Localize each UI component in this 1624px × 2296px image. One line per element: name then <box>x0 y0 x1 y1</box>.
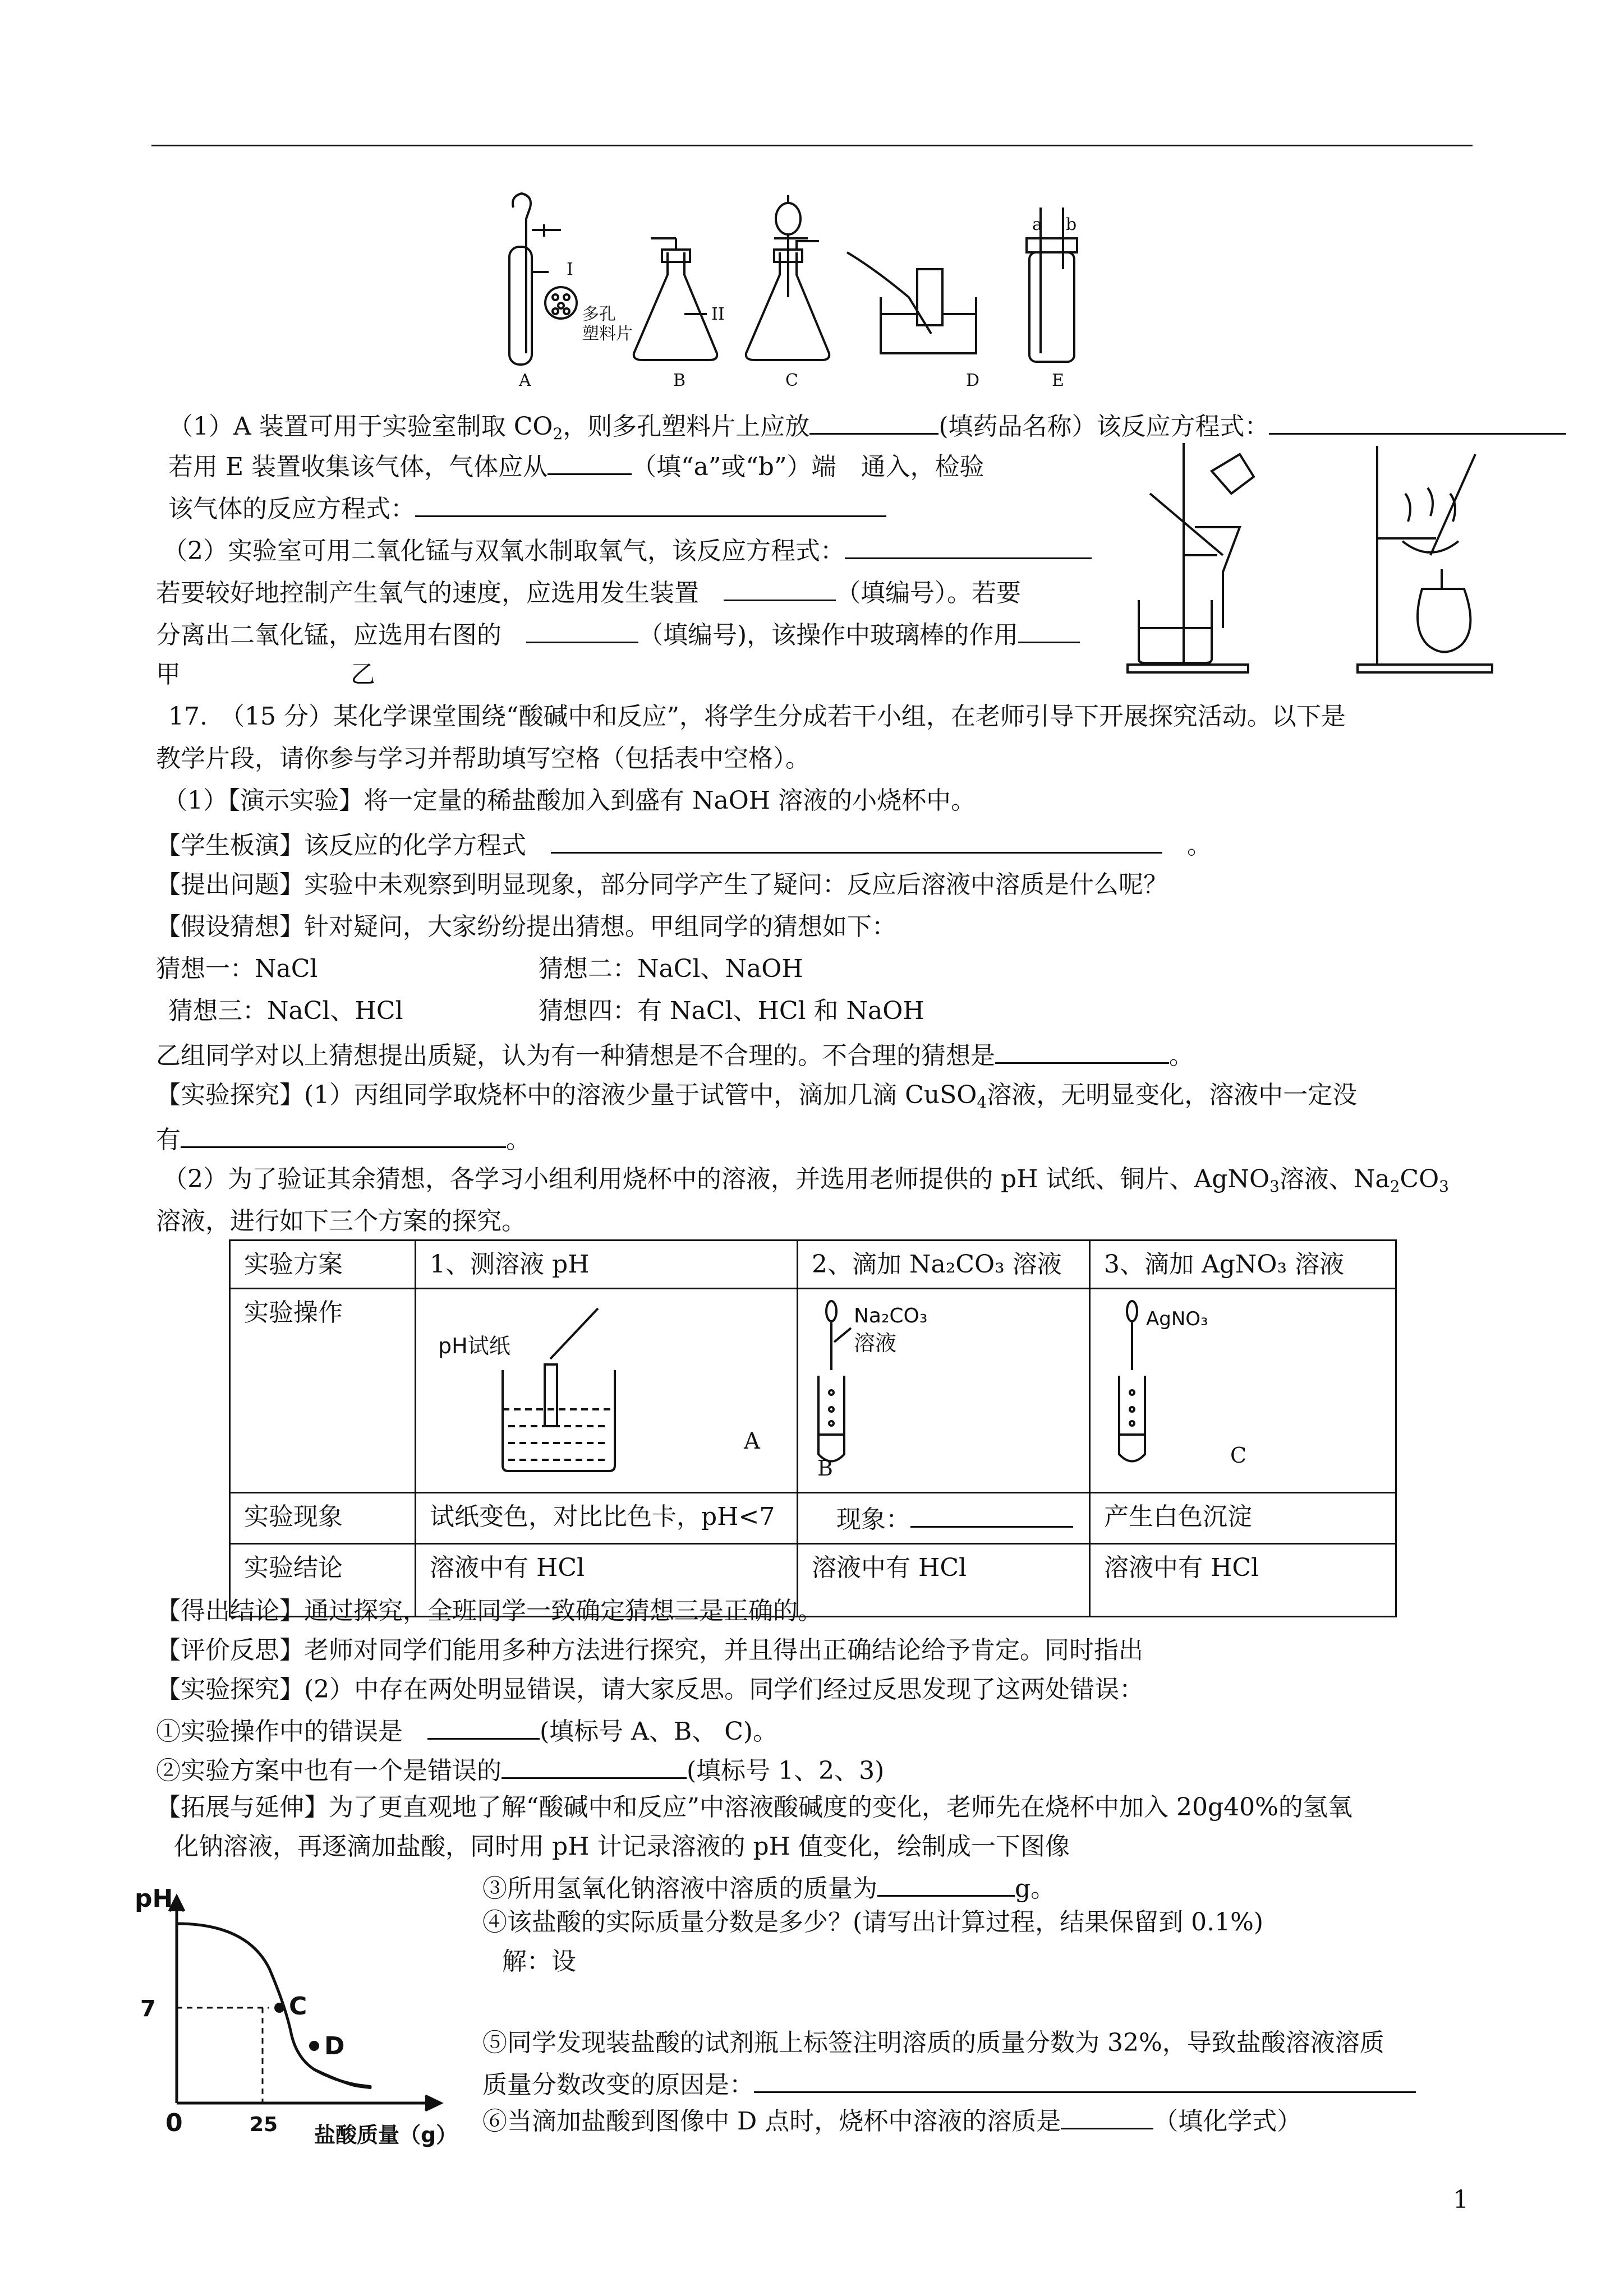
table-cell: 试纸变色，对比比色卡，pH<7 <box>416 1493 798 1544</box>
table-cell <box>798 1493 1090 1544</box>
blank-unreasonable-guess[interactable] <box>995 1038 1169 1064</box>
q17-doubt <box>156 1038 1194 1071</box>
point-C-marker <box>274 2003 284 2013</box>
label-E: E <box>1052 371 1064 390</box>
q16-l6b: （填编号)，该操作中玻璃棒的作用 <box>638 621 1019 649</box>
op-label-A: A <box>744 1428 760 1454</box>
blank-phenomenon[interactable] <box>910 1501 1073 1528</box>
blank-scheme-error[interactable] <box>502 1753 687 1779</box>
header-rule <box>151 145 1473 146</box>
blank-rod-role[interactable] <box>1018 617 1080 643</box>
label-II: II <box>711 305 725 324</box>
table-row <box>230 1241 1396 1289</box>
page-number: 1 <box>1453 2186 1469 2214</box>
q17-explore2: （2）为了验证其余猜想，各学习小组利用烧杯中的溶液，并选用老师提供的 pH 试纸、铜片、AgNO$_3$溶液、$Na_2CO_3$ <box>163 1165 1449 1196</box>
explore1-text: 【实验探究】(1）丙组同学取烧杯中的溶液少量于试管中，滴加几滴 CuSO <box>156 1081 977 1109</box>
guess-2: 猜想二：NaCl、NaOH <box>539 955 803 983</box>
explore1b-text: 溶液，无明显变化，溶液中一定没 <box>987 1081 1358 1109</box>
blank-concentration-reason[interactable] <box>754 2067 1416 2093</box>
blank-apparatus[interactable] <box>526 617 638 643</box>
q17-board <box>156 827 1212 861</box>
label-a: a <box>1032 215 1042 234</box>
extension-2: 化钠溶液，再逐滴加盐酸，同时用 pH 计记录溶液的 pH 值变化，绘制成一下图像 <box>174 1832 1070 1861</box>
q6b: （填化学式） <box>1153 2107 1302 2136</box>
question-4-solution: 解：设 <box>502 1947 576 1976</box>
e1a: ①实验操作中的错误是 <box>156 1717 403 1746</box>
table-cell: 实验现象 <box>230 1493 416 1544</box>
table-cell: 3、滴加 AgNO₃ 溶液 <box>1090 1241 1396 1289</box>
explore1c-text: 有 <box>156 1126 181 1154</box>
q17-demo: （1）【演示实验】将一定量的稀盐酸加入到盛有 NaOH 溶液的小烧杯中。 <box>163 786 976 815</box>
phenomenon-label: 现象： <box>836 1505 910 1534</box>
label-A: A <box>519 371 531 390</box>
error-1 <box>156 1713 778 1747</box>
graph-x-tick-25: 25 <box>250 2113 278 2136</box>
guess-1: 猜想一：NaCl <box>156 955 318 983</box>
label-porous-1: 多孔 <box>582 305 616 324</box>
q16-l5b: （填编号）。若要 <box>836 579 1021 607</box>
experiment-table <box>229 1239 1397 1617</box>
q3a: ③所用氢氧化钠溶液中溶质的质量为 <box>482 1874 877 1903</box>
explore3: 【实验探究】(2）中存在两处明显错误，请大家反思。同学们经过反思发现了这两处错误： <box>156 1675 1144 1704</box>
q17-explore2d: 溶液，进行如下三个方案的探究。 <box>156 1207 526 1235</box>
q16-line6 <box>156 617 1080 651</box>
e2a: ②实验方案中也有一个是错误的 <box>156 1756 502 1785</box>
blank-equation-co2[interactable] <box>1269 408 1566 435</box>
table-row <box>230 1289 1396 1493</box>
ph-beaker-figure <box>430 1297 766 1477</box>
label-b: b <box>1066 215 1077 234</box>
graph-y-label: pH <box>135 1884 173 1913</box>
explore2b-text: 溶液、Na <box>1279 1165 1390 1193</box>
na2co3-label2: 溶液 <box>854 1331 897 1356</box>
extension-1: 【拓展与延伸】为了更直观地了解“酸碱中和反应”中溶液酸碱度的变化，老师先在烧杯中加入 20g40%的氢氧 <box>156 1793 1352 1822</box>
guess-3: 猜想三：NaCl、HCl <box>168 997 403 1025</box>
graph-point-C: C <box>289 1992 307 2021</box>
q16-l2a: 若用 E 装置收集该气体，气体应从 <box>168 453 548 481</box>
table-cell <box>230 1289 416 1493</box>
q17-explore1c <box>156 1122 531 1155</box>
error-2 <box>156 1753 884 1786</box>
na2co3-label: Na₂CO₃ <box>854 1304 928 1327</box>
table-cell: 溶液中有 HCl <box>1090 1544 1396 1617</box>
q3b: g。 <box>1015 1874 1056 1903</box>
graph-origin: 0 <box>165 2109 183 2137</box>
filtration-evaporation-figure <box>1116 443 1509 679</box>
op-label-B: B <box>817 1456 833 1477</box>
q16-line1: （1）A 装置可用于实验室制取 $CO_2$，则多孔塑料片上应放 (填药品名称）该反应方程式： <box>168 408 1566 444</box>
question-3 <box>482 1870 1055 1904</box>
q16-l1b: ，则多孔塑料片上应放 <box>563 412 810 441</box>
agno3-tube-figure <box>1104 1297 1345 1477</box>
e2b: (填标号 1、2、3) <box>687 1756 885 1785</box>
blank-reagent[interactable] <box>809 408 938 435</box>
blank-generator[interactable] <box>724 575 836 601</box>
e1b: (填标号 A、B、 C)。 <box>540 1717 778 1746</box>
question-4: ④该盐酸的实际质量分数是多少？(请写出计算过程，结果保留到 0.1%) <box>482 1908 1264 1937</box>
blank-inlet[interactable] <box>548 449 632 475</box>
label-D: D <box>966 371 980 390</box>
q16-l2b: （填“a”或“b”）端 通入，检验 <box>632 453 984 481</box>
na2co3-tube-figure <box>812 1297 1053 1477</box>
q16-line3 <box>168 491 886 524</box>
graph-point-D: D <box>324 2032 345 2060</box>
apparatus-figure <box>482 185 1156 393</box>
q16-line5 <box>156 575 1021 608</box>
q17-explore1: 【实验探究】(1）丙组同学取烧杯中的溶液少量于试管中，滴加几滴 CuSO$_4$溶液，无明显变化，溶液中一定没 <box>156 1081 1358 1112</box>
conclusion: 【得出结论】通过探究，全班同学一致确定猜想三是正确的。 <box>156 1597 822 1625</box>
label-I: I <box>567 260 573 279</box>
q16-jia: 甲 <box>156 660 181 689</box>
table-cell: 溶液中有 HCl <box>798 1544 1090 1617</box>
table-cell: 实验方案 <box>230 1241 416 1289</box>
op-ph-cell <box>416 1289 798 1493</box>
q17-intro1: 17. （15 分）某化学课堂围绕“酸碱中和反应”，将学生分成若干小组，在老师引导下开展探究活动。以下是 <box>168 702 1346 731</box>
blank-absent-substance[interactable] <box>181 1122 506 1148</box>
q17-intro2: 教学片段，请你参与学习并帮助填写空格（包括表中空格）。 <box>156 744 810 773</box>
board-text: 【学生板演】该反应的化学方程式 <box>156 831 526 860</box>
table-cell: 溶液中有 HCl <box>416 1544 798 1617</box>
blank-o2-equation[interactable] <box>845 533 1092 559</box>
label-C: C <box>785 371 798 390</box>
explore2a-text: （2）为了验证其余猜想，各学习小组利用烧杯中的溶液，并选用老师提供的 pH 试纸、铜片、AgNO <box>163 1165 1270 1193</box>
q17-question: 【提出问题】实验中未观察到明显现象，部分同学产生了疑问：反应后溶液中溶质是什么呢？ <box>156 870 1168 899</box>
q16-line2 <box>168 449 984 482</box>
explore1d-text: 。 <box>506 1126 531 1154</box>
explore2c-text: CO <box>1400 1165 1439 1193</box>
question-5b <box>482 2067 1416 2100</box>
graph-y-tick-7: 7 <box>140 1996 156 2022</box>
doubt-text: 乙组同学对以上猜想提出质疑，认为有一种猜想是不合理的。不合理的猜想是 <box>156 1041 995 1070</box>
q16-yi: 乙 <box>351 660 375 689</box>
ph-paper-label: pH试纸 <box>438 1334 510 1358</box>
board-end: 。 <box>1187 831 1212 860</box>
q16-l1a: （1）A 装置可用于实验室制取 CO <box>168 412 553 441</box>
q16-line4 <box>163 533 1092 566</box>
q16-l5a: 若要较好地控制产生氧气的速度，应选用发生装置 <box>156 579 699 607</box>
point-D-marker <box>309 2041 319 2051</box>
question-5a: ⑤同学发现装盐酸的试剂瓶上标签注明溶质的质量分数为 32%，导致盐酸溶液溶质 <box>482 2028 1384 2057</box>
table-row <box>230 1493 1396 1544</box>
guess-4: 猜想四：有 NaCl、HCl 和 NaOH <box>539 997 924 1025</box>
table-cell: 产生白色沉淀 <box>1090 1493 1396 1544</box>
graph-x-label: 盐酸质量（g） <box>314 2123 458 2147</box>
blank-operation-error[interactable] <box>427 1713 540 1740</box>
op-head: 实验操作 <box>244 1298 343 1327</box>
blank-naoh-mass[interactable] <box>877 1870 1015 1897</box>
blank-test-equation[interactable] <box>415 491 886 517</box>
q16-l4: （2）实验室可用二氧化锰与双氧水制取氧气，该反应方程式： <box>163 537 845 565</box>
table-cell: 1、测溶液 pH <box>416 1241 798 1289</box>
blank-solute-formula[interactable] <box>1061 2103 1153 2129</box>
q16-l3: 该气体的反应方程式： <box>168 495 415 523</box>
q5b: 质量分数改变的原因是： <box>482 2071 754 2099</box>
q16-l1c: (填药品名称）该反应方程式： <box>938 412 1269 441</box>
table-cell: 2、滴加 Na₂CO₃ 溶液 <box>798 1241 1090 1289</box>
ph-graph <box>135 1884 460 2148</box>
label-porous-2: 塑料片 <box>582 324 633 344</box>
op-na2co3-cell <box>798 1289 1090 1493</box>
label-B: B <box>673 371 686 390</box>
q6a: ⑥当滴加盐酸到图像中 D 点时，烧杯中溶液的溶质是 <box>482 2107 1061 2136</box>
agno3-label: AgNO₃ <box>1146 1308 1208 1330</box>
question-6 <box>482 2103 1301 2137</box>
table-cell: 实验结论 <box>230 1544 416 1617</box>
op-agno3-cell <box>1090 1289 1396 1493</box>
q16-l6a: 分离出二氧化锰，应选用右图的 <box>156 621 502 649</box>
blank-neutralization-equation[interactable] <box>551 827 1162 854</box>
reflect: 【评价反思】老师对同学们能用多种方法进行探究，并且得出正确结论给予肯定。同时指出 <box>156 1636 1143 1665</box>
q17-hypo: 【假设猜想】针对疑问，大家纷纷提出猜想。甲组同学的猜想如下： <box>156 912 896 941</box>
op-label-C: C <box>1230 1443 1247 1468</box>
doubt-end: 。 <box>1169 1041 1194 1070</box>
